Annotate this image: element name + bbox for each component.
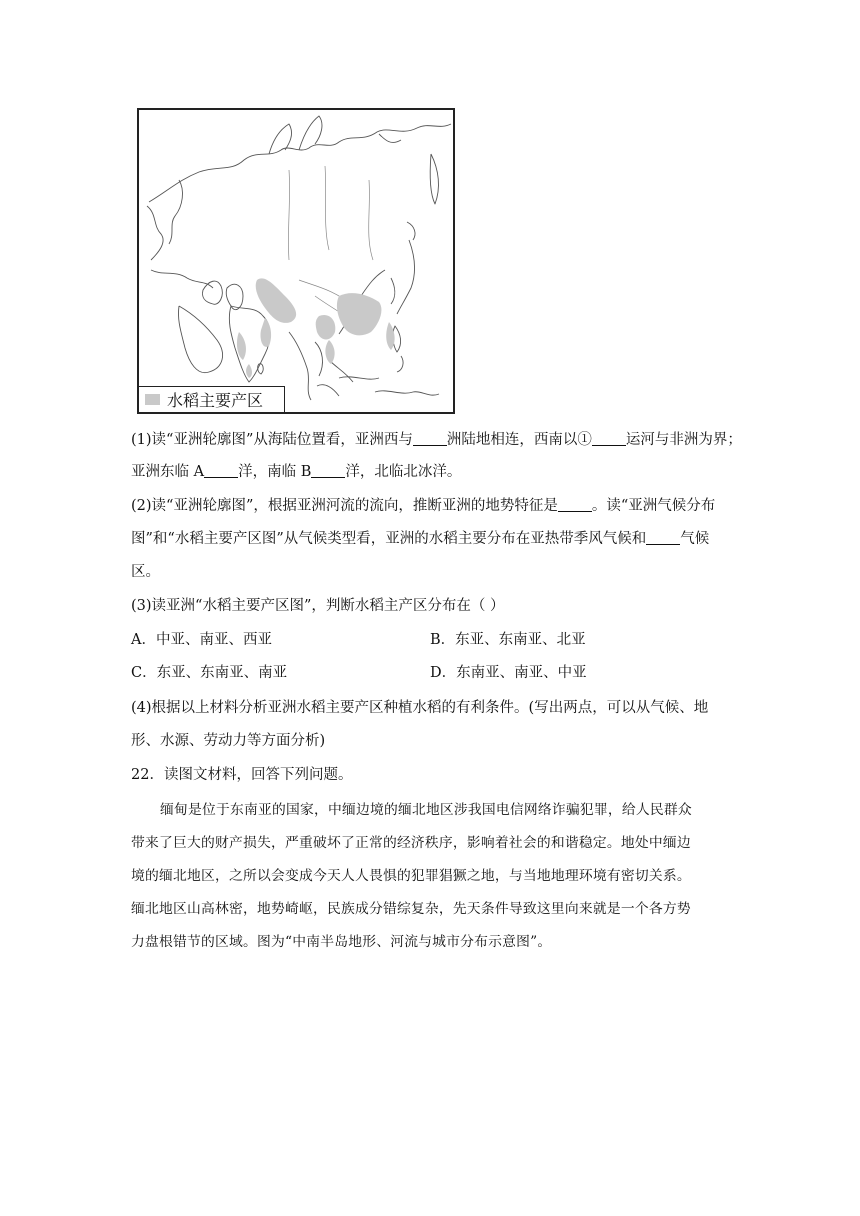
q2-line-1 bbox=[131, 496, 715, 516]
q1-line-2 bbox=[131, 462, 461, 482]
q3-stem: (3)读亚洲“水稻主要产区图”，判断水稻主产区分布在（ ） bbox=[131, 598, 505, 614]
map-legend bbox=[139, 386, 285, 412]
asia-outline-map bbox=[139, 110, 453, 412]
q22-stem: 22．读图文材料，回答下列问题。 bbox=[131, 767, 353, 783]
answer-blank bbox=[558, 496, 592, 512]
q2-line-3: 区。 bbox=[131, 564, 160, 580]
q3-option-d: D．东南亚、南亚、中亚 bbox=[430, 665, 587, 681]
q1-text-1b: 洲陆地相连，西南以① bbox=[446, 432, 592, 448]
q4-line-2: 形、水源、劳动力等方面分析) bbox=[131, 733, 326, 749]
rice-legend-swatch bbox=[145, 394, 160, 405]
q3-option-c: C．东亚、东南亚、南亚 bbox=[131, 665, 288, 681]
q22-paragraph-line: 境的缅北地区，之所以会变成今天人人畏惧的犯罪猖獗之地，与当地地理环境有密切关系。 bbox=[131, 868, 691, 884]
q2-text-2a: 图”和“水稻主要产区图”从气候类型看，亚洲的水稻主要分布在亚热带季风气候和 bbox=[131, 531, 647, 547]
q22-paragraph-line: 力盘根错节的区域。图为“中南半岛地形、河流与城市分布示意图”。 bbox=[131, 934, 552, 950]
answer-blank bbox=[204, 462, 238, 478]
q2-text-1b: 。读“亚洲气候分布 bbox=[591, 498, 716, 514]
q22-paragraph-line: 缅北地区山高林密，地势崎岖，民族成分错综复杂，先天条件导致这里向来就是一个各方势 bbox=[131, 901, 691, 917]
q2-text-2b: 气候 bbox=[680, 531, 710, 547]
q1-text-2c: 洋，北临北冰洋。 bbox=[345, 464, 462, 480]
answer-blank bbox=[413, 430, 447, 446]
q1-text-1c: 运河与非洲为界； bbox=[625, 432, 742, 448]
q22-paragraph-line: 带来了巨大的财产损失，严重破坏了正常的经济秩序，影响着社会的和谐稳定。地处中缅边 bbox=[131, 835, 691, 851]
q3-option-a: A．中亚、南亚、西亚 bbox=[131, 632, 272, 648]
q2-text-1a: (2)读“亚洲轮廓图”，根据亚洲河流的流向，推断亚洲的地势特征是 bbox=[131, 498, 558, 514]
q3-option-b: B．东亚、东南亚、北亚 bbox=[430, 632, 586, 648]
q4-line-1: (4)根据以上材料分析亚洲水稻主要产区种植水稻的有利条件。(写出两点，可以从气候、地 bbox=[131, 700, 709, 716]
q2-line-2 bbox=[131, 529, 709, 549]
q1-text-2a: 亚洲东临 A bbox=[131, 464, 205, 480]
asia-rice-map bbox=[137, 108, 455, 414]
q1-text-1a: (1)读“亚洲轮廓图”从海陆位置看，亚洲西与 bbox=[131, 432, 413, 448]
q22-paragraph-line: 缅甸是位于东南亚的国家，中缅边境的缅北地区涉我国电信网络诈骗犯罪，给人民群众 bbox=[160, 802, 692, 818]
answer-blank bbox=[592, 430, 626, 446]
answer-blank bbox=[646, 529, 680, 545]
q1-line-1 bbox=[131, 430, 742, 450]
q1-text-2b: 洋，南临 B bbox=[238, 464, 312, 480]
answer-blank bbox=[311, 462, 345, 478]
legend-label: 水稻主要产区 bbox=[167, 391, 264, 410]
